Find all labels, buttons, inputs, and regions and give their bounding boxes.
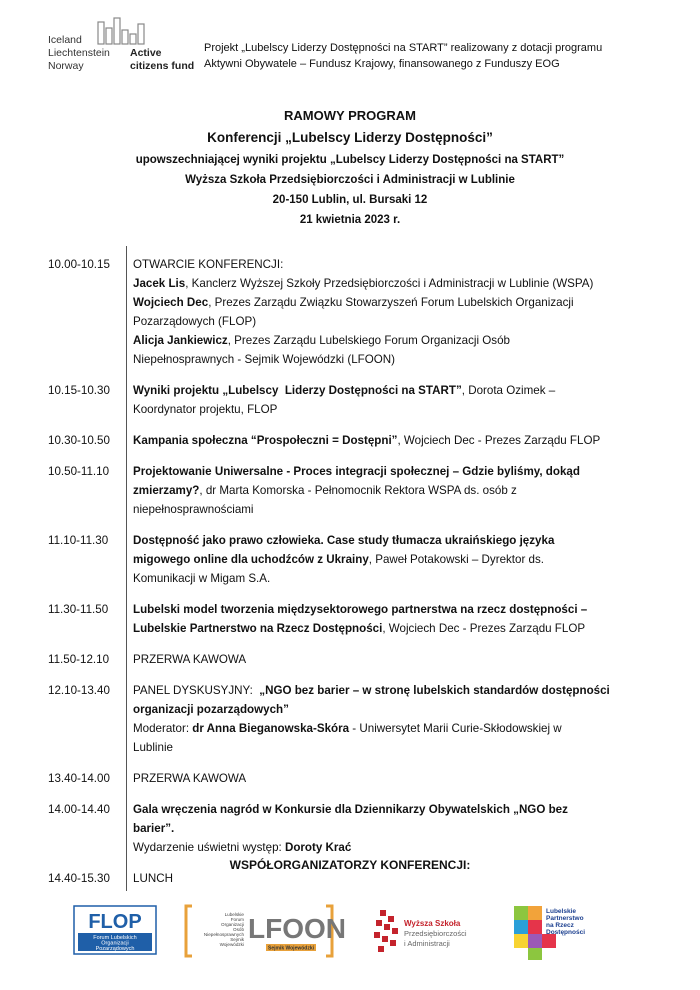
lfoon-small-text: Sejmik	[230, 937, 244, 942]
text-segment: , Paweł Potakowski – Dyrektor ds.	[368, 553, 545, 566]
program-row	[48, 246, 668, 372]
program-time: 14.40-15.30	[48, 872, 110, 885]
program-line	[133, 800, 668, 819]
bold-segment: Doroty Krać	[284, 841, 352, 854]
text-segment: LUNCH	[133, 872, 173, 885]
program-line	[133, 400, 668, 419]
flop-logo-sub: Pozarządowych	[95, 946, 135, 952]
lpd-line: na Rzecz	[546, 922, 574, 929]
lfoon-sub: Sejmik Wojewódzki	[267, 945, 315, 952]
program-time: 12.10-13.40	[48, 684, 110, 697]
eea-grants-logo	[48, 14, 208, 74]
text-segment: Moderator:	[133, 722, 193, 735]
program-table	[48, 246, 668, 891]
document-title: RAMOWY PROGRAM	[284, 108, 416, 123]
program-row	[48, 641, 668, 672]
conference-title: Konferencji „Lubelscy Liderzy Dostępności”	[207, 130, 493, 145]
program-row	[48, 791, 668, 860]
text-segment: niepełnosprawnościami	[133, 503, 254, 516]
program-line	[133, 481, 668, 500]
program-description	[126, 791, 668, 860]
bold-segment: Alicja Jankiewicz	[133, 334, 228, 347]
lpd-line: Dostępności	[546, 929, 586, 936]
program-line	[133, 769, 668, 788]
text-segment: Wydarzenie uświetni występ:	[133, 841, 285, 854]
program-line	[133, 312, 668, 331]
program-line	[133, 500, 668, 519]
lfoon-logo	[184, 902, 346, 960]
bold-segment: zmierzamy?	[133, 484, 200, 497]
lpd-line: Partnerstwo	[546, 915, 584, 922]
text-segment: Komunikacji w Migam S.A.	[133, 572, 271, 585]
program-line	[133, 350, 668, 369]
project-line: Aktywni Obywatele – Fundusz Krajowy, finansowanego z Funduszy EOG	[204, 58, 560, 70]
text-segment: PANEL DYSKUSYJNY:	[133, 684, 260, 697]
program-time: 11.50-12.10	[48, 653, 110, 666]
funder-name: citizens fund	[130, 60, 195, 72]
program-description	[126, 522, 668, 591]
bold-segment: Lubelskie Partnerstwo na Rzecz Dostępności	[133, 622, 383, 635]
text-segment: PRZERWA KAWOWA	[133, 653, 247, 666]
flop-logo-sub: Forum Lubelskich	[93, 935, 137, 941]
program-description	[126, 672, 668, 760]
bold-segment: Jacek Lis	[133, 277, 186, 290]
program-line	[133, 619, 668, 638]
bold-segment: dr Anna Bieganowska-Skóra	[192, 722, 350, 735]
program-description	[126, 372, 668, 422]
active-citizens-fund	[130, 47, 194, 73]
program-row	[48, 672, 668, 760]
bold-segment: Projektowanie Uniwersalne - Proces integracji społecznej – Gdzie byliśmy, dokąd	[133, 465, 580, 478]
lfoon-small-text: Forum	[230, 917, 244, 922]
flop-logo	[72, 906, 158, 956]
bold-segment: Kampania społeczna “Prospołeczni = Dostępni”	[133, 434, 398, 447]
wspa-line: Wyższa Szkoła	[404, 919, 461, 928]
program-row	[48, 522, 668, 591]
program-line	[133, 431, 668, 450]
wspa-logo	[370, 906, 490, 958]
program-line	[133, 819, 668, 838]
program-description	[126, 760, 668, 791]
text-segment: , Kanclerz Wyższej Szkoły Przedsiębiorczości i Administracji w Lublinie (WSPA)	[185, 277, 594, 290]
text-segment: Lublinie	[133, 741, 173, 754]
bold-segment: organizacji pozarządowych”	[133, 703, 289, 716]
program-description	[126, 641, 668, 672]
program-time: 10.30-10.50	[48, 434, 110, 447]
program-time: 10.50-11.10	[48, 465, 110, 478]
text-segment: - Uniwersytet Marii Curie-Skłodowskiej w	[349, 722, 562, 735]
bold-segment: „NGO bez barier – w stronę lubelskich standardów dostępności	[259, 684, 610, 697]
text-segment: PRZERWA KAWOWA	[133, 772, 247, 785]
lfoon-small-text: Lubelskie	[224, 912, 244, 917]
program-line	[133, 838, 668, 857]
text-segment: , Prezes Zarządu Lubelskiego Forum Organizacji Osób	[227, 334, 510, 347]
title-block	[0, 108, 700, 234]
lfoon-small-text: Wojewódzki	[219, 942, 244, 947]
program-time: 14.00-14.40	[48, 803, 110, 816]
program-line	[133, 293, 668, 312]
lpd-line: Lubelskie	[546, 908, 576, 915]
text-segment: , Wojciech Dec - Prezes Zarządu FLOP	[397, 434, 601, 447]
program-row	[48, 422, 668, 453]
bold-segment: migowego online dla uchodźców z Ukrainy	[133, 553, 369, 566]
program-description	[126, 246, 668, 372]
program-line	[133, 650, 668, 669]
program-time: 11.30-11.50	[48, 603, 109, 616]
program-time: 10.00-10.15	[48, 258, 110, 271]
program-time: 13.40-14.00	[48, 772, 110, 785]
lpd-logo	[512, 902, 622, 962]
program-line	[133, 681, 668, 700]
venue-name: Wyższa Szkoła Przedsiębiorczości i Administracji w Lublinie	[185, 174, 515, 186]
program-row	[48, 372, 668, 422]
program-row	[48, 760, 668, 791]
program-time: 11.10-11.30	[48, 534, 109, 547]
program-line	[133, 738, 668, 757]
subtitle: upowszechniającej wyniki projektu „Lubelscy Liderzy Dostępności na START”	[135, 154, 565, 166]
wspa-line: i Administracji	[404, 939, 450, 948]
coorganizers-title: WSPÓŁORGANIZATORZY KONFERENCJI:	[229, 858, 471, 872]
program-line	[133, 550, 668, 569]
lfoon-small-text: Organizacji	[221, 922, 244, 927]
bold-segment: Gala wręczenia nagród w Konkursie dla Dziennikarzy Obywatelskich „NGO bez	[133, 803, 568, 816]
bold-segment: Wojciech Dec	[133, 296, 209, 309]
text-segment: Koordynator projektu, FLOP	[133, 403, 278, 416]
program-line	[133, 531, 668, 550]
text-segment: , Wojciech Dec - Prezes Zarządu FLOP	[382, 622, 586, 635]
program-line	[133, 274, 668, 293]
program-line	[133, 381, 668, 400]
program-row	[48, 453, 668, 522]
program-line	[133, 600, 668, 619]
program-line	[133, 331, 668, 350]
program-row	[48, 591, 668, 641]
program-line	[133, 462, 668, 481]
program-line	[133, 700, 668, 719]
project-line: Projekt „Lubelscy Liderzy Dostępności na START” realizowany z dotacji programu	[204, 42, 603, 54]
coorganizer-logos	[0, 898, 700, 968]
text-segment: , dr Marta Komorska - Pełnomocnik Rektora WSPA ds. osób z	[199, 484, 517, 497]
program-time: 10.15-10.30	[48, 384, 110, 397]
funder-name: Active	[130, 47, 162, 59]
bold-segment: Wyniki projektu „Lubelscy Liderzy Dostępności na START”	[133, 384, 462, 397]
flop-logo-main: FLOP	[88, 911, 142, 933]
lfoon-main: LFOON	[248, 913, 346, 944]
program-line	[133, 569, 668, 588]
text-segment: Pozarządowych (FLOP)	[133, 315, 257, 328]
program-line	[133, 255, 668, 274]
flop-logo-sub: Organizacji	[101, 940, 129, 947]
funder-country: Iceland	[48, 34, 82, 46]
text-segment: OTWARCIE KONFERENCJI:	[133, 258, 284, 271]
program-description	[126, 591, 668, 641]
lfoon-small-text: Osób	[233, 927, 244, 932]
funder-countries	[48, 34, 110, 73]
bold-segment: Lubelski model tworzenia międzysektorowego partnerstwa na rzecz dostępności –	[133, 603, 588, 616]
event-date: 21 kwietnia 2023 r.	[299, 214, 401, 226]
program-description	[126, 422, 668, 453]
bold-segment: Dostępność jako prawo człowieka. Case study tłumacza ukraińskiego języka	[133, 534, 555, 547]
program-line	[133, 719, 668, 738]
text-segment: , Dorota Ozimek –	[461, 384, 556, 397]
text-segment: Niepełnosprawnych - Sejmik Wojewódzki (LFOON)	[133, 353, 396, 366]
bold-segment: barier”.	[133, 822, 175, 835]
venue-address: 20-150 Lublin, ul. Bursaki 12	[272, 194, 428, 206]
program-description	[126, 453, 668, 522]
funder-country: Liechtenstein	[48, 47, 110, 59]
header	[48, 14, 668, 74]
text-segment: , Prezes Zarządu Związku Stowarzyszeń Forum Lubelskich Organizacji	[208, 296, 574, 309]
lfoon-small-text: Niepełnosprawnych	[203, 932, 244, 937]
wspa-line: Przedsiębiorczości	[404, 929, 467, 938]
funder-country: Norway	[48, 60, 84, 72]
